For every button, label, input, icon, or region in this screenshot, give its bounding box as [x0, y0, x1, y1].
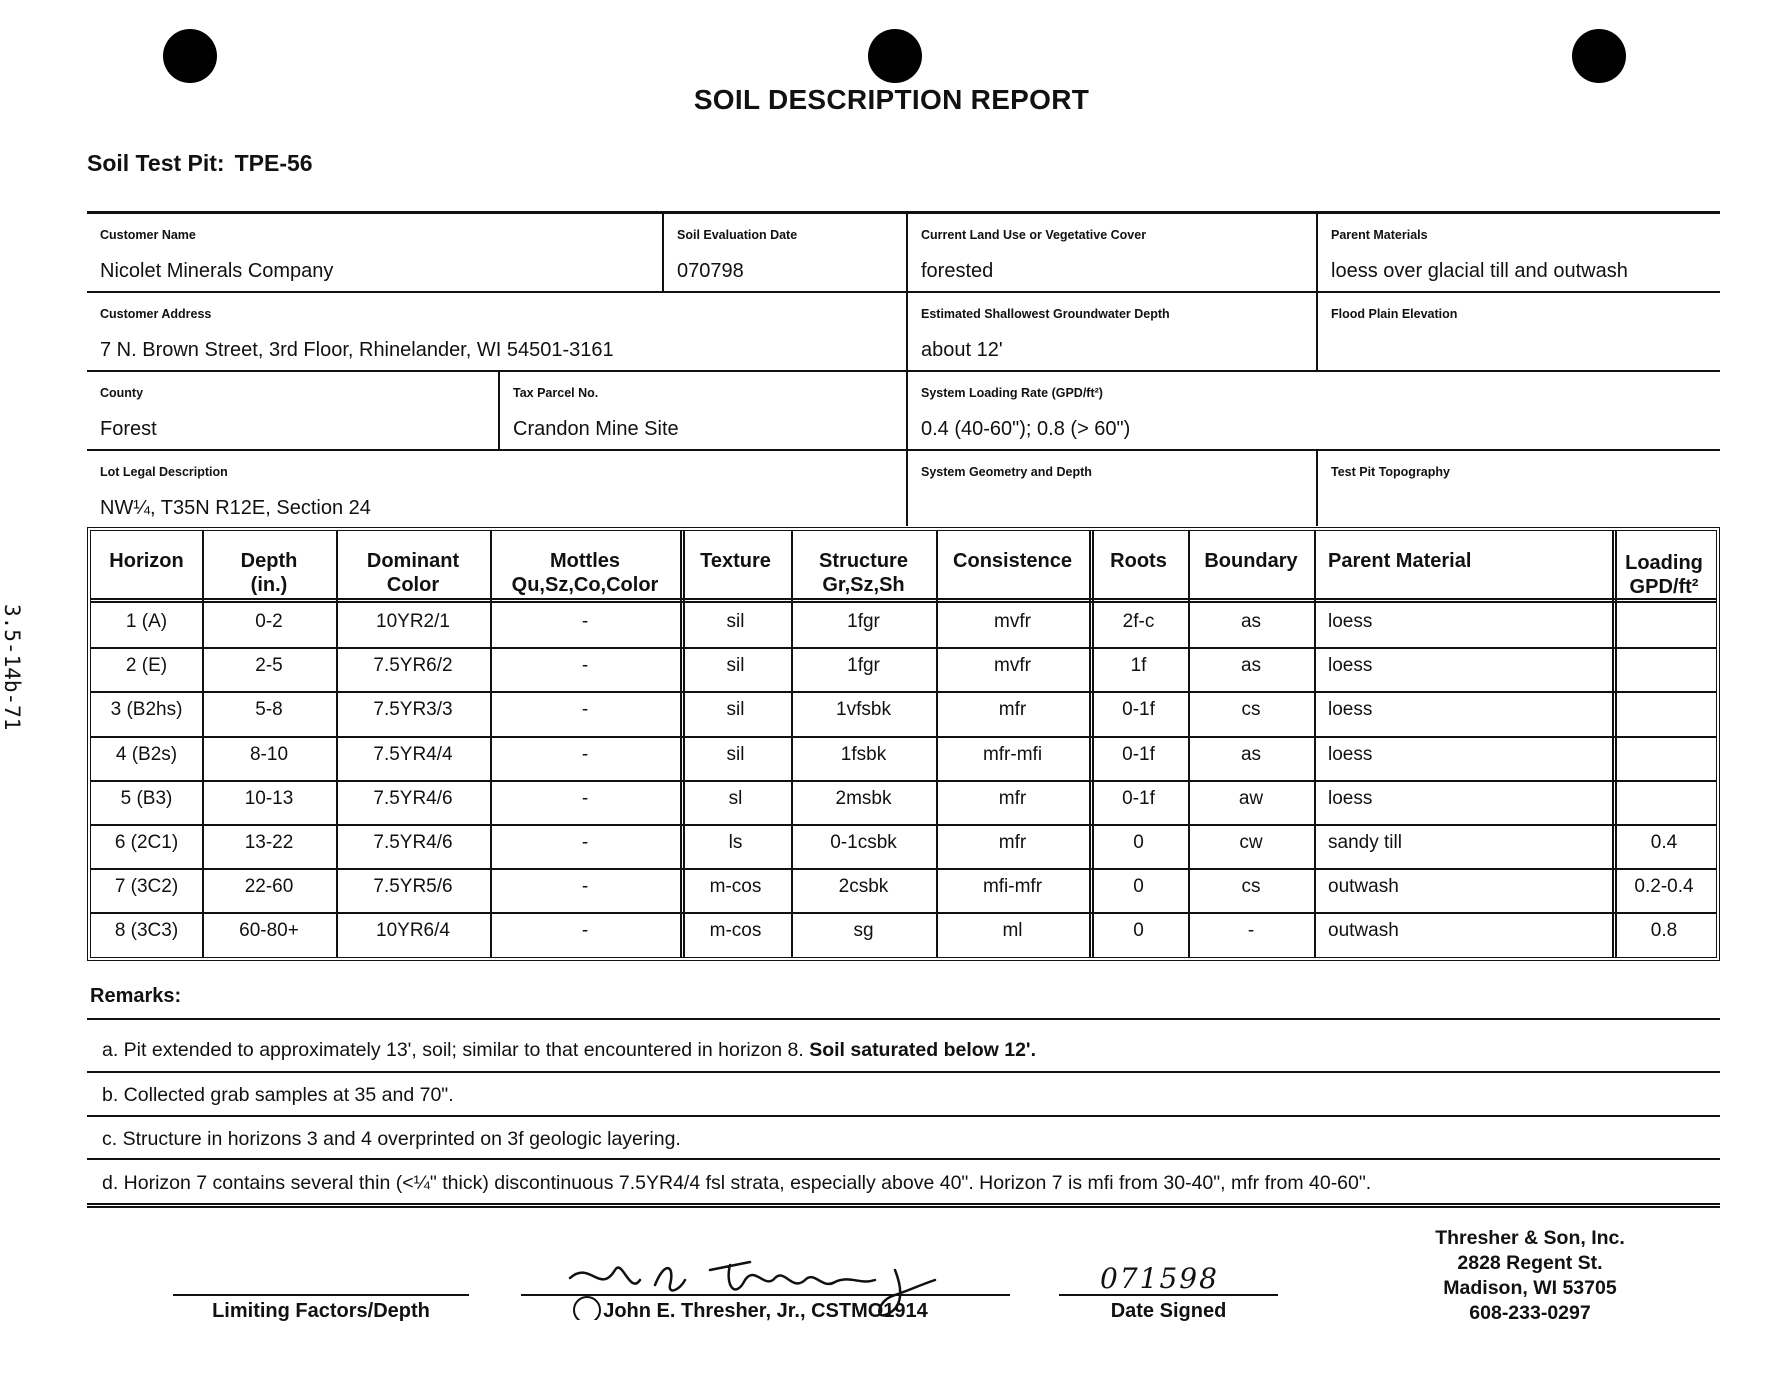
cell-roots: 0 [1133, 832, 1144, 853]
cell-structure: 1fgr [847, 655, 880, 676]
cell-parent: loess [1328, 655, 1373, 676]
header-parent-material: Parent Material [1328, 550, 1472, 572]
cell-roots: 0 [1133, 876, 1144, 897]
cell-consistence: mfr [998, 788, 1027, 809]
evaluation-date-value: 070798 [677, 260, 744, 282]
cell-roots: 1f [1130, 655, 1147, 676]
cell-boundary: as [1240, 611, 1262, 632]
system-geometry-label: System Geometry and Depth [921, 465, 1092, 479]
report-title: SOIL DESCRIPTION REPORT [693, 84, 1090, 115]
cell-horizon: 6 (2C1) [114, 832, 179, 853]
cell-loading: 0.4 [1650, 832, 1678, 853]
date-signed-line [1059, 1294, 1278, 1296]
row-rule [91, 780, 1716, 782]
cell-loading: 0.2-0.4 [1634, 876, 1694, 897]
tax-parcel-cell [500, 372, 908, 451]
cell-depth: 13-22 [244, 832, 294, 853]
cell-consistence: mfi-mfr [982, 876, 1043, 897]
cell-horizon: 4 (B2s) [115, 744, 178, 765]
groundwater-value: about 12' [921, 339, 1003, 361]
cell-depth: 10-13 [244, 788, 294, 809]
cell-parent: outwash [1328, 920, 1399, 941]
cell-color: 7.5YR4/4 [373, 744, 453, 765]
cell-roots: 0-1f [1122, 788, 1155, 809]
punch-hole-left [163, 29, 217, 83]
cell-texture: ls [728, 832, 743, 853]
cell-mottles: - [581, 655, 589, 676]
customer-address-cell [87, 293, 908, 372]
company-name: Thresher & Son, Inc. [1435, 1227, 1625, 1249]
column-rule [1314, 531, 1316, 957]
cell-texture: sil [726, 611, 745, 632]
customer-address-value: 7 N. Brown Street, 3rd Floor, Rhinelander, WI 54501-3161 [100, 339, 614, 361]
land-use-cell [908, 214, 1318, 293]
cell-roots: 2f-c [1122, 611, 1155, 632]
row-rule [91, 647, 1716, 649]
parent-materials-value: loess over glacial till and outwash [1331, 260, 1628, 282]
cell-horizon: 8 (3C3) [114, 920, 179, 941]
customer-name-cell [87, 214, 664, 293]
header-texture: Texture [700, 550, 771, 572]
soil-test-pit-label: Soil Test Pit: [87, 150, 225, 176]
cell-color: 10YR6/4 [376, 920, 450, 941]
header-dominant-color: Dominant Color [366, 550, 460, 596]
cell-color: 7.5YR6/2 [373, 655, 453, 676]
customer-address-label: Customer Address [100, 307, 212, 321]
remarks-bottom-rule [87, 1203, 1720, 1208]
cell-parent: loess [1328, 744, 1373, 765]
header-depth: Depth (in.) [240, 550, 298, 596]
flood-plain-cell [1318, 293, 1720, 372]
row-rule [91, 691, 1716, 693]
cell-mottles: - [581, 832, 589, 853]
topography-label: Test Pit Topography [1331, 465, 1450, 479]
side-document-code: 3.5-14b-71 [0, 604, 24, 731]
system-geometry-cell [908, 451, 1318, 526]
cell-texture: sl [728, 788, 743, 809]
cell-consistence: mfr [998, 699, 1027, 720]
cell-mottles: - [581, 744, 589, 765]
row-rule [91, 912, 1716, 914]
cell-boundary: cw [1239, 832, 1263, 853]
cell-color: 7.5YR4/6 [373, 788, 453, 809]
punch-hole-center [868, 29, 922, 83]
cell-depth: 5-8 [255, 699, 283, 720]
cell-roots: 0-1f [1122, 699, 1155, 720]
cell-consistence: mfr-mfi [982, 744, 1043, 765]
punch-hole-right [1572, 29, 1626, 83]
cell-structure: 2csbk [838, 876, 889, 897]
header-rule [91, 598, 1716, 603]
company-phone: 608-233-0297 [1469, 1302, 1591, 1324]
cell-depth: 22-60 [244, 876, 294, 897]
cell-consistence: mvfr [994, 655, 1031, 676]
header-boundary: Boundary [1204, 550, 1298, 572]
topography-cell [1318, 451, 1720, 526]
cell-structure: sg [853, 920, 874, 941]
limiting-factors-label: Limiting Factors/Depth [212, 1300, 430, 1322]
cell-boundary: as [1240, 655, 1262, 676]
cell-structure: 2msbk [835, 788, 892, 809]
cell-boundary: cs [1241, 876, 1261, 897]
remarks-rule [87, 1071, 1720, 1073]
soil-test-pit [87, 150, 313, 177]
company-street: 2828 Regent St. [1457, 1252, 1603, 1274]
cell-mottles: - [581, 876, 589, 897]
cell-depth: 60-80+ [239, 920, 299, 941]
remark-d: d. Horizon 7 contains several thin (<¼" thick) discontinuous 7.5YR4/4 fsl strata, especially above 40". Horizon 7 is mfi from 30-40", mfr from 40-60". [102, 1172, 1372, 1194]
cell-horizon: 1 (A) [125, 611, 168, 632]
cell-texture: sil [726, 655, 745, 676]
loading-rate-cell [908, 372, 1720, 451]
cell-mottles: - [581, 611, 589, 632]
header-horizon: Horizon [109, 550, 184, 572]
header-roots: Roots [1110, 550, 1167, 572]
customer-name-value: Nicolet Minerals Company [100, 260, 334, 282]
soil-test-pit-value: TPE-56 [234, 150, 313, 176]
cell-parent: loess [1328, 788, 1373, 809]
cell-horizon: 7 (3C2) [114, 876, 179, 897]
cell-texture: m-cos [709, 920, 762, 941]
cell-color: 7.5YR3/3 [373, 699, 453, 720]
signer-name: John E. Thresher, Jr., CSTMO1914 [603, 1300, 928, 1322]
loading-rate-value: 0.4 (40-60"); 0.8 (> 60") [921, 418, 1131, 440]
remark-a: a. Pit extended to approximately 13', soil; similar to that encountered in horizon 8. Soil saturated below 12'. [102, 1039, 1036, 1061]
remark-c: c. Structure in horizons 3 and 4 overprinted on 3f geologic layering. [102, 1128, 681, 1150]
groundwater-label: Estimated Shallowest Groundwater Depth [921, 307, 1170, 321]
cell-mottles: - [581, 788, 589, 809]
date-signed-value: 071598 [1100, 1262, 1219, 1295]
company-block [1400, 1226, 1660, 1326]
cell-color: 7.5YR5/6 [373, 876, 453, 897]
remarks-title: Remarks: [90, 985, 182, 1007]
land-use-value: forested [921, 260, 994, 282]
cell-horizon: 2 (E) [125, 655, 168, 676]
cell-structure: 1fsbk [840, 744, 887, 765]
evaluation-date-cell [664, 214, 908, 293]
cell-mottles: - [581, 920, 589, 941]
tax-parcel-value: Crandon Mine Site [513, 418, 679, 440]
company-city: Madison, WI 53705 [1443, 1277, 1617, 1299]
cell-mottles: - [581, 699, 589, 720]
cell-depth: 2-5 [255, 655, 283, 676]
cell-loading: 0.8 [1650, 920, 1678, 941]
cell-roots: 0 [1133, 920, 1144, 941]
header-info-grid [87, 211, 1720, 526]
cell-texture: sil [726, 699, 745, 720]
remarks-rule [87, 1115, 1720, 1117]
cell-depth: 8-10 [249, 744, 289, 765]
row-rule [91, 824, 1716, 826]
loading-rate-label: System Loading Rate (GPD/ft²) [921, 386, 1103, 400]
remarks-rule [87, 1018, 1720, 1020]
county-value: Forest [100, 418, 157, 440]
cell-roots: 0-1f [1122, 744, 1155, 765]
row-rule [91, 736, 1716, 738]
parent-materials-cell [1318, 214, 1720, 293]
cell-color: 7.5YR4/6 [373, 832, 453, 853]
date-signed-label: Date Signed [1110, 1300, 1227, 1322]
cell-horizon: 5 (B3) [120, 788, 173, 809]
cell-structure: 0-1csbk [830, 832, 897, 853]
header-structure: Structure Gr,Sz,Sh [819, 550, 908, 596]
cell-depth: 0-2 [255, 611, 283, 632]
cell-structure: 1fgr [847, 611, 880, 632]
cell-parent: outwash [1328, 876, 1399, 897]
row-rule [91, 868, 1716, 870]
tax-parcel-label: Tax Parcel No. [513, 386, 599, 400]
lot-legal-cell [87, 451, 908, 526]
cell-parent: sandy till [1328, 832, 1402, 853]
cell-parent: loess [1328, 699, 1373, 720]
header-consistence: Consistence [953, 550, 1072, 572]
evaluation-date-label: Soil Evaluation Date [677, 228, 798, 242]
cell-boundary: cs [1241, 699, 1261, 720]
signature-line [521, 1294, 1010, 1296]
cell-consistence: mfr [998, 832, 1027, 853]
header-loading: Loading GPD/ft² [1625, 552, 1703, 598]
cell-horizon: 3 (B2hs) [110, 699, 183, 720]
groundwater-cell [908, 293, 1318, 372]
parent-materials-label: Parent Materials [1331, 228, 1428, 242]
cell-structure: 1vfsbk [836, 699, 891, 720]
flood-plain-label: Flood Plain Elevation [1331, 307, 1458, 321]
customer-name-label: Customer Name [100, 228, 196, 242]
county-label: County [100, 386, 144, 400]
cell-color: 10YR2/1 [376, 611, 450, 632]
cell-boundary: as [1240, 744, 1262, 765]
limiting-factors-line [173, 1294, 469, 1296]
lot-legal-value: NW¼, T35N R12E, Section 24 [100, 497, 371, 519]
cell-texture: m-cos [709, 876, 762, 897]
cell-parent: loess [1328, 611, 1373, 632]
county-cell [87, 372, 500, 451]
cell-consistence: ml [1002, 920, 1023, 941]
lot-legal-label: Lot Legal Description [100, 465, 228, 479]
cell-boundary: - [1247, 920, 1255, 941]
cell-texture: sil [726, 744, 745, 765]
remarks-rule [87, 1158, 1720, 1160]
cell-boundary: aw [1238, 788, 1264, 809]
land-use-label: Current Land Use or Vegetative Cover [921, 228, 1147, 242]
header-mottles: Mottles Qu,Sz,Co,Color [511, 550, 659, 596]
soil-horizon-table [87, 527, 1720, 961]
cell-consistence: mvfr [994, 611, 1031, 632]
remark-b: b. Collected grab samples at 35 and 70". [102, 1084, 454, 1106]
